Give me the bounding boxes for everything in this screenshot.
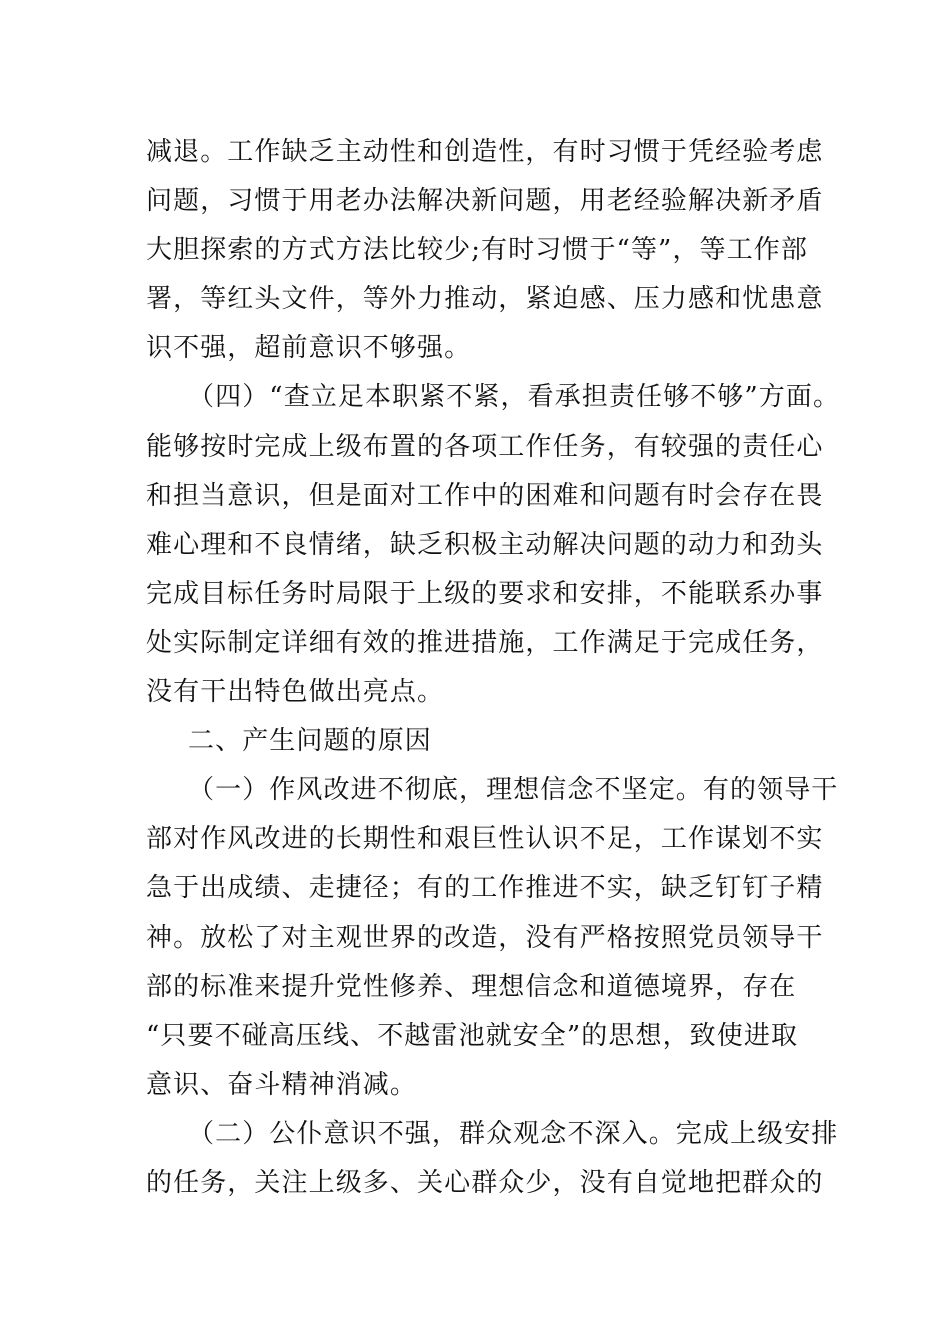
text-line: 减退。工作缺乏主动性和创造性，有时习惯于凭经验考虑	[146, 137, 824, 167]
subsection-heading-1: （一）作风改进不彻底，理想信念不坚定。有的领导干	[188, 775, 839, 806]
text-line: 识不强，超前意识不够强。	[146, 333, 472, 364]
text-line: 能够按时完成上级布置的各项工作任务，有较强的责任心	[146, 431, 824, 462]
text-line: 部的标准来提升党性修养、理想信念和道德境界，存在	[146, 971, 797, 1002]
text-line: 大胆探索的方式方法比较少;有时习惯于“等”，等工作部	[146, 235, 808, 266]
text-line: 难心理和不良情绪，缺乏积极主动解决问题的动力和劲头	[146, 529, 824, 560]
text-line: 部对作风改进的长期性和艰巨性认识不足，工作谋划不实	[146, 824, 824, 855]
text-line: 问题，习惯于用老办法解决新问题，用老经验解决新矛盾	[146, 186, 824, 217]
text-line: 神。放松了对主观世界的改造，没有严格按照党员领导干	[146, 922, 824, 953]
text-line: 急于出成绩、走捷径；有的工作推进不实，缺乏钉钉子精	[146, 873, 824, 904]
text-line: 的任务，关注上级多、关心群众少，没有自觉地把群众的	[146, 1167, 824, 1198]
text-line: 完成目标任务时局限于上级的要求和安排，不能联系办事	[146, 578, 824, 609]
text-line: 意识、奋斗精神消减。	[146, 1069, 418, 1100]
section-heading-2: 二、产生问题的原因	[188, 726, 432, 757]
text-line: 没有干出特色做出亮点。	[146, 677, 445, 708]
text-line: 处实际制定详细有效的推进措施，工作满足于完成任务，	[146, 627, 824, 658]
text-line: 和担当意识，但是面对工作中的困难和问题有时会存在畏	[146, 480, 824, 511]
document-body	[146, 128, 841, 1208]
text-line: “只要不碰高压线、不越雷池就安全”的思想，致使进取	[146, 1020, 799, 1051]
section-heading-4: （四）“查立足本职紧不紧，看承担责任够不够”方面。	[188, 382, 841, 413]
text-line: 署，等红头文件，等外力推动，紧迫感、压力感和忧患意	[146, 284, 824, 315]
subsection-heading-2: （二）公仆意识不强，群众观念不深入。完成上级安排	[188, 1118, 839, 1149]
